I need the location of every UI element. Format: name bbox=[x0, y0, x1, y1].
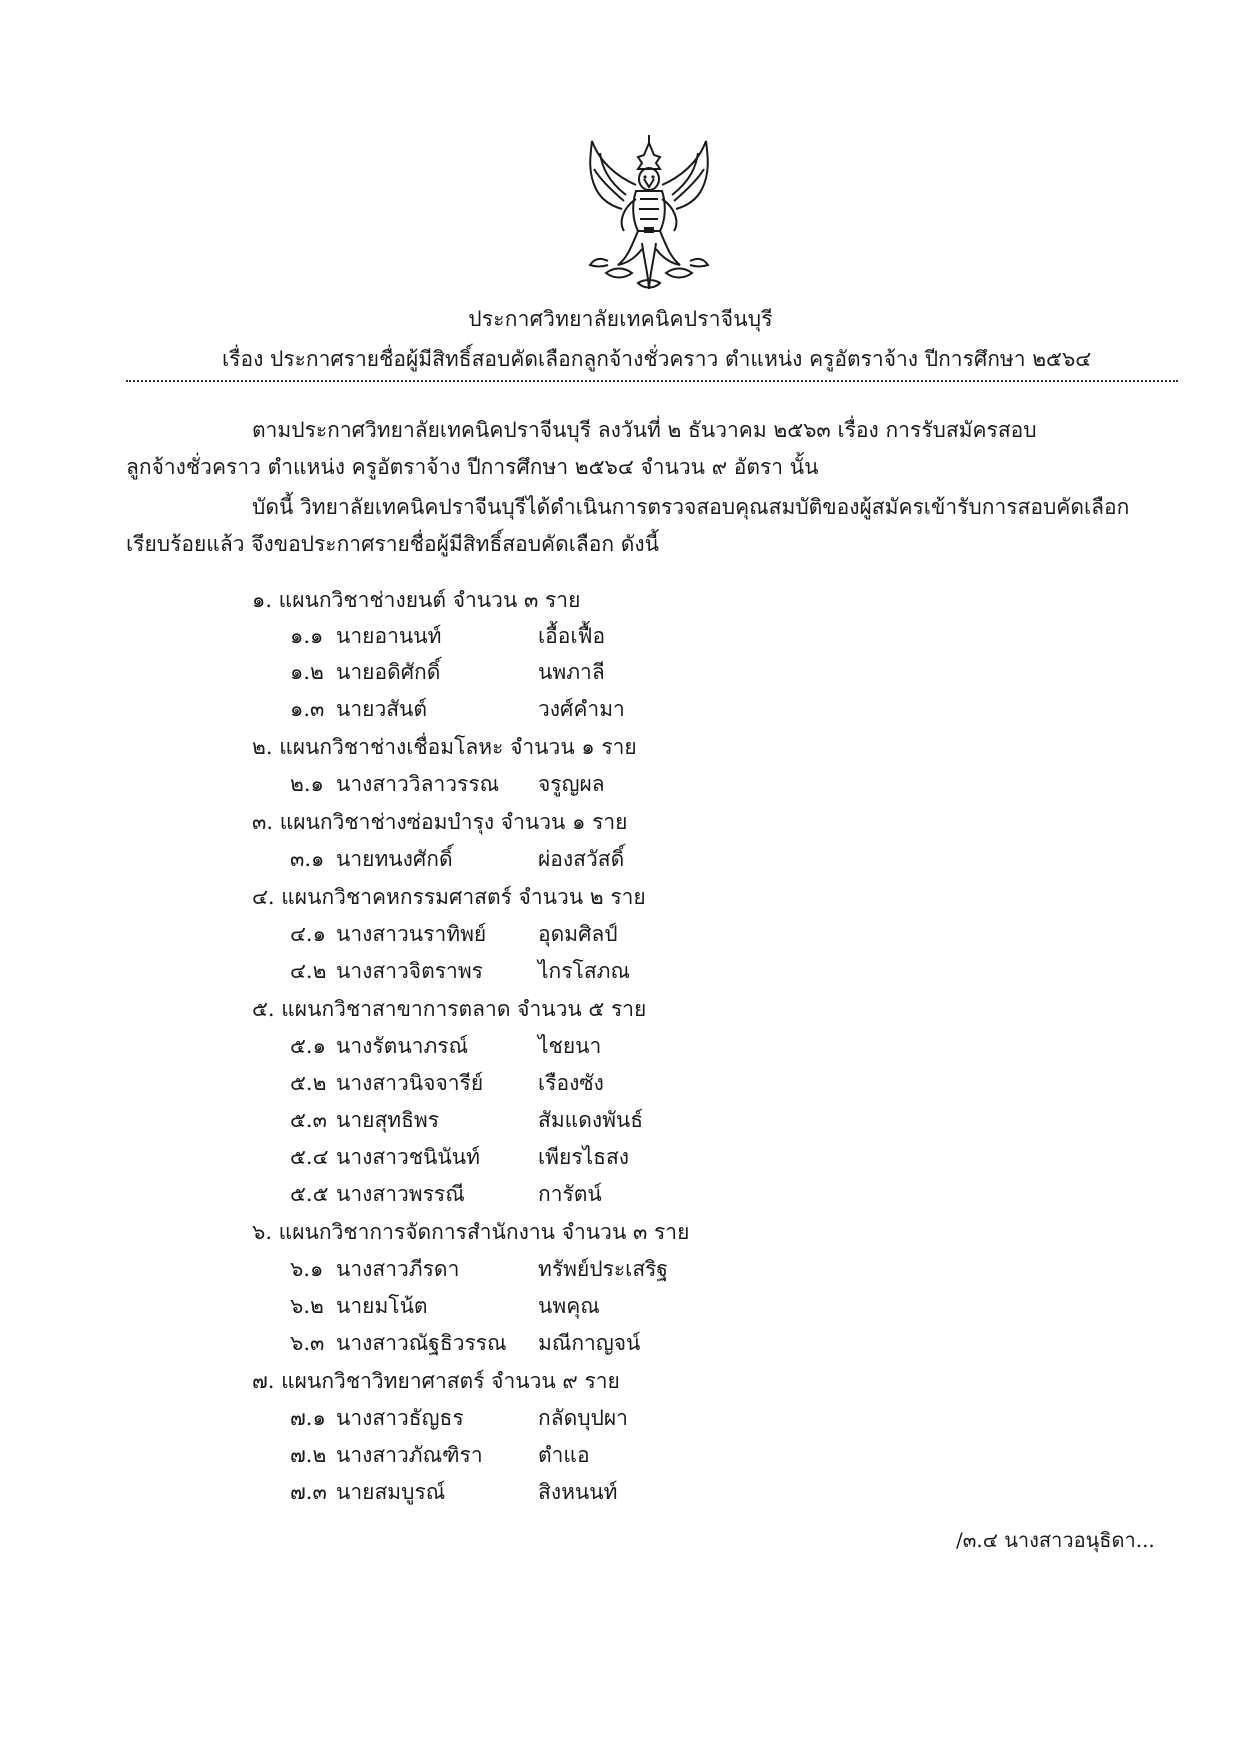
section-heading: ๕. แผนกวิชาสาขาการตลาด จำนวน ๕ ราย bbox=[252, 997, 647, 1021]
item-last-name: ไกรโสภณ bbox=[538, 959, 630, 983]
item-number: ๑.๒ bbox=[290, 660, 324, 684]
item-last-name: มณีกาญจน์ bbox=[538, 1331, 641, 1355]
continuation-note: /๓.๔ นางสาวอนุธิดา... bbox=[956, 1528, 1155, 1552]
item-last-name: สิงหนนท์ bbox=[538, 1480, 618, 1504]
section-heading: ๒. แผนกวิชาช่างเชื่อมโลหะ จำนวน ๑ ราย bbox=[252, 735, 637, 759]
item-number: ๓.๑ bbox=[290, 847, 325, 871]
item-first-name: นางสาวพรรณี bbox=[336, 1182, 465, 1206]
item-first-name: นายสมบูรณ์ bbox=[336, 1480, 446, 1504]
paragraph-2-line-2: เรียบร้อยแล้ว จึงขอประกาศรายชื่อผู้มีสิทธิ์สอบคัดเลือก ดังนี้ bbox=[126, 532, 660, 556]
item-first-name: นางสาวภัณฑิรา bbox=[336, 1443, 483, 1467]
item-number: ๔.๒ bbox=[290, 959, 327, 983]
item-last-name: กลัดบุปผา bbox=[538, 1406, 628, 1430]
item-first-name: นายวสันต์ bbox=[336, 697, 428, 721]
item-number: ๕.๕ bbox=[290, 1182, 329, 1206]
item-first-name: นางสาวณัฐธิวรรณ bbox=[336, 1331, 507, 1355]
item-last-name: อุดมศิลป์ bbox=[538, 922, 618, 946]
announcement-subject: เรื่อง ประกาศรายชื่อผู้มีสิทธิ์สอบคัดเลือกลูกจ้างชั่วคราว ตำแหน่ง ครูอัตราจ้าง ปีการศึกษา ๒๕๖๔ bbox=[222, 347, 1092, 371]
section-heading: ๓. แผนกวิชาช่างซ่อมบำรุง จำนวน ๑ ราย bbox=[252, 810, 628, 834]
item-number: ๕.๑ bbox=[290, 1034, 326, 1058]
item-first-name: นางสาวภีรดา bbox=[336, 1257, 460, 1281]
item-last-name: เพียรไธสง bbox=[538, 1145, 630, 1169]
item-number: ๕.๓ bbox=[290, 1108, 327, 1132]
section-heading: ๑. แผนกวิชาช่างยนต์ จำนวน ๓ ราย bbox=[252, 588, 581, 612]
item-number: ๕.๒ bbox=[290, 1071, 327, 1095]
item-last-name: จรูญผล bbox=[538, 772, 605, 796]
item-last-name: ทรัพย์ประเสริฐ bbox=[538, 1257, 669, 1281]
item-number: ๗.๓ bbox=[290, 1480, 327, 1504]
item-last-name: ตำแอ bbox=[538, 1443, 590, 1467]
dotted-divider bbox=[126, 380, 1178, 382]
item-number: ๗.๑ bbox=[290, 1406, 326, 1430]
item-first-name: นายอานนท์ bbox=[336, 624, 442, 648]
item-first-name: นางสาวนิจจารีย์ bbox=[336, 1071, 484, 1095]
item-last-name: วงศ์คำมา bbox=[538, 697, 625, 721]
paragraph-1-line-1: ตามประกาศวิทยาลัยเทคนิคปราจีนบุรี ลงวันที่ ๒ ธันวาคม ๒๕๖๓ เรื่อง การรับสมัครสอบ bbox=[252, 418, 1037, 442]
item-number: ๑.๓ bbox=[290, 697, 325, 721]
item-last-name: ไชยนา bbox=[538, 1034, 602, 1058]
section-heading: ๖. แผนกวิชาการจัดการสำนักงาน จำนวน ๓ ราย bbox=[252, 1220, 690, 1244]
item-last-name: เรืองซัง bbox=[538, 1071, 604, 1095]
item-number: ๑.๑ bbox=[290, 624, 324, 648]
item-number: ๖.๒ bbox=[290, 1294, 324, 1318]
item-first-name: นางสาวธัญธร bbox=[336, 1406, 464, 1430]
item-number: ๕.๔ bbox=[290, 1145, 329, 1169]
item-first-name: นางสาววิลาวรรณ bbox=[336, 772, 500, 796]
item-number: ๒.๑ bbox=[290, 772, 324, 796]
announcement-title: ประกาศวิทยาลัยเทคนิคปราจีนบุรี bbox=[468, 307, 773, 331]
item-first-name: นางสาวนราทิพย์ bbox=[336, 922, 487, 946]
section-heading: ๗. แผนกวิชาวิทยาศาสตร์ จำนวน ๙ ราย bbox=[252, 1369, 620, 1393]
item-number: ๗.๒ bbox=[290, 1443, 327, 1467]
section-heading: ๔. แผนกวิชาคหกรรมศาสตร์ จำนวน ๒ ราย bbox=[252, 885, 646, 909]
item-first-name: นางสาวชนินันท์ bbox=[336, 1145, 480, 1169]
item-number: ๖.๑ bbox=[290, 1257, 324, 1281]
item-first-name: นายมโน้ต bbox=[336, 1294, 428, 1318]
item-first-name: นางสาวจิตราพร bbox=[336, 959, 483, 983]
item-last-name: นพภาลี bbox=[538, 660, 605, 684]
item-number: ๔.๑ bbox=[290, 922, 326, 946]
item-first-name: นางรัตนาภรณ์ bbox=[336, 1034, 469, 1058]
item-last-name: นพคุณ bbox=[538, 1294, 600, 1318]
item-last-name: เอื้อเฟื้อ bbox=[538, 624, 606, 648]
item-last-name: สัมแดงพันธ์ bbox=[538, 1108, 644, 1132]
item-first-name: นายสุทธิพร bbox=[336, 1108, 440, 1132]
item-last-name: ผ่องสวัสดิ์ bbox=[538, 847, 625, 871]
item-last-name: การัตน์ bbox=[538, 1182, 602, 1206]
paragraph-1-line-2: ลูกจ้างชั่วคราว ตำแหน่ง ครูอัตราจ้าง ปีการศึกษา ๒๕๖๔ จำนวน ๙ อัตรา นั้น bbox=[126, 455, 819, 479]
item-number: ๖.๓ bbox=[290, 1331, 325, 1355]
paragraph-2-line-1: บัดนี้ วิทยาลัยเทคนิคปราจีนบุรีได้ดำเนินการตรวจสอบคุณสมบัติของผู้สมัครเข้ารับการสอบคัดเลือก bbox=[252, 495, 1130, 519]
garuda-emblem-icon bbox=[578, 133, 720, 303]
item-first-name: นายอดิศักดิ์ bbox=[336, 660, 441, 684]
item-first-name: นายทนงศักดิ์ bbox=[336, 847, 453, 871]
